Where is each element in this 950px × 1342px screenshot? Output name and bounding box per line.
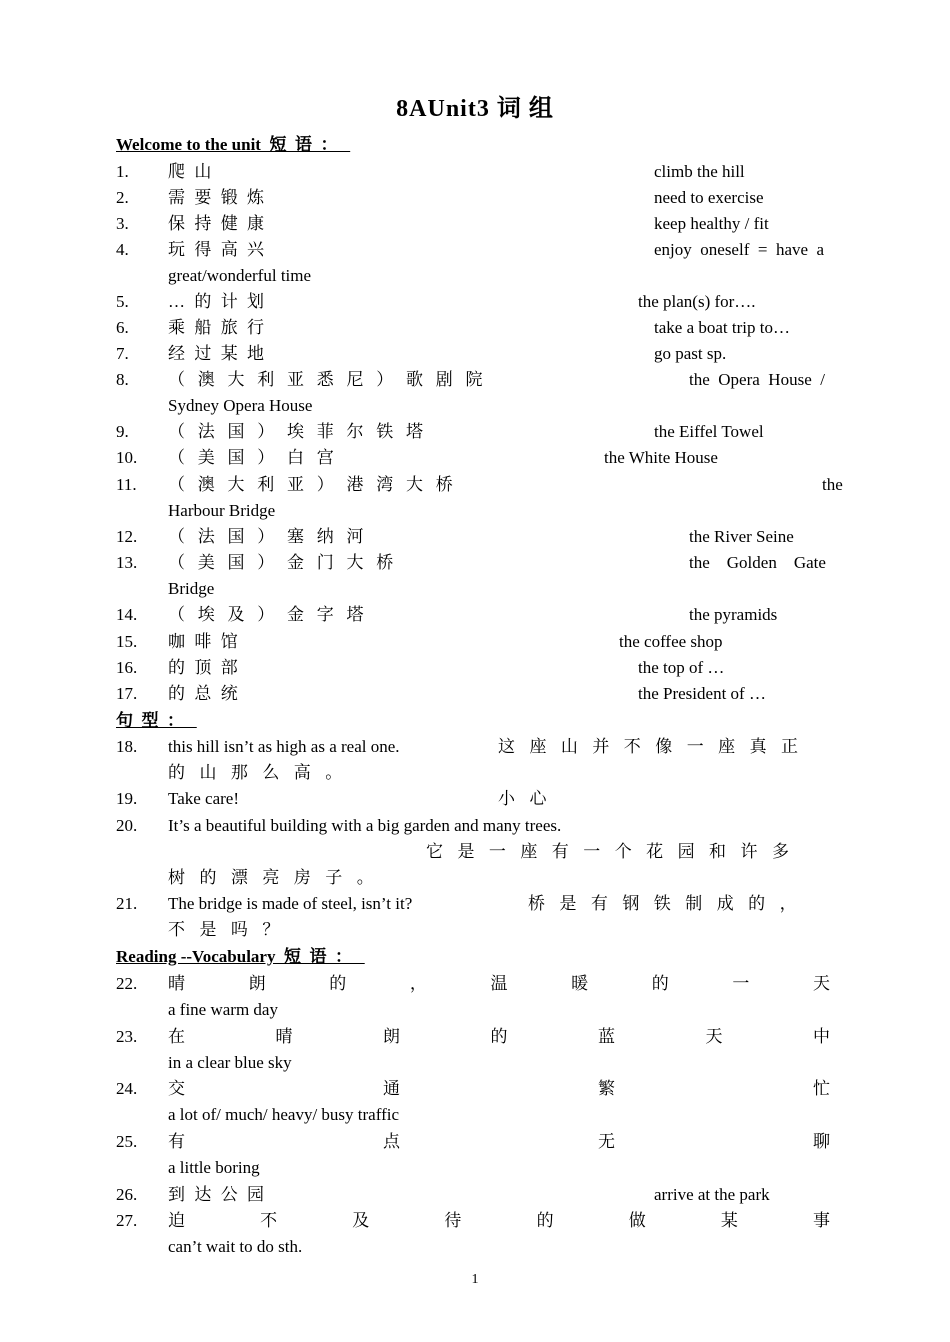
chinese-character: 朗 xyxy=(383,1027,400,1046)
chinese-phrase: （埃及）金字塔 xyxy=(168,605,377,624)
phrase-row xyxy=(116,1208,846,1234)
item-number: 11. xyxy=(116,475,137,494)
item-number: 10. xyxy=(116,448,138,467)
phrase-continuation xyxy=(116,997,846,1023)
chinese-phrase: 保持健康 xyxy=(168,214,274,233)
item-number: 9. xyxy=(116,422,129,441)
chinese-character: 的 xyxy=(536,1211,554,1230)
chinese-character: 聊 xyxy=(813,1132,830,1151)
english-phrase: need to exercise xyxy=(654,188,764,207)
phrase-row xyxy=(116,1182,846,1208)
page-number: 1 xyxy=(471,1272,479,1287)
chinese-phrase xyxy=(168,1208,830,1234)
phrase-row xyxy=(116,629,846,655)
english-phrase: in a clear blue sky xyxy=(168,1053,292,1072)
phrase-row xyxy=(116,550,846,576)
chinese-phrase: 经过某地 xyxy=(168,344,274,363)
english-phrase: keep healthy / fit xyxy=(654,214,769,233)
english-phrase-continued: Harbour Bridge xyxy=(168,501,276,520)
item-number: 16. xyxy=(116,658,138,677)
item-number: 21. xyxy=(116,894,138,913)
chinese-character: 中 xyxy=(813,1027,830,1046)
chinese-character: 朗 xyxy=(248,974,266,993)
item-number: 23. xyxy=(116,1027,138,1046)
item-number: 18. xyxy=(116,737,138,756)
section-heading-welcome: Welcome to the unit 短 语 ： xyxy=(116,135,351,154)
item-number: 13. xyxy=(116,553,138,572)
english-sentence: this hill isn’t as high as a real one. xyxy=(168,737,400,756)
chinese-phrase xyxy=(168,1024,830,1050)
phrase-row xyxy=(116,237,846,263)
chinese-translation: 这座山并不像一座真正 xyxy=(498,737,813,756)
chinese-character: 通 xyxy=(383,1079,400,1098)
chinese-character: 有 xyxy=(168,1132,185,1151)
phrase-row xyxy=(116,367,846,393)
chinese-translation: 它是一座有一个花园和许多 xyxy=(426,842,804,861)
chinese-translation: 桥是有钢铁制成的， xyxy=(528,894,812,913)
chinese-translation: 小心 xyxy=(498,789,561,808)
english-phrase: climb the hill xyxy=(654,162,745,181)
chinese-character: 事 xyxy=(812,1211,830,1230)
chinese-character: 天 xyxy=(813,974,830,993)
chinese-character: 晴 xyxy=(168,974,185,993)
item-number: 24. xyxy=(116,1079,138,1098)
chinese-character: 晴 xyxy=(275,1027,293,1046)
phrase-row xyxy=(116,159,846,185)
phrase-row xyxy=(116,602,846,628)
english-phrase: the Golden Gate xyxy=(689,553,826,572)
chinese-phrase: 需要锻炼 xyxy=(168,188,274,207)
item-number: 22. xyxy=(116,974,138,993)
english-phrase: the President of … xyxy=(638,684,766,703)
phrase-row xyxy=(116,185,846,211)
section-heading-reading: Reading --Vocabulary 短 语 ： xyxy=(116,947,365,966)
chinese-phrase: …的计划 xyxy=(168,292,274,311)
item-number: 25. xyxy=(116,1132,138,1151)
english-phrase: the coffee shop xyxy=(619,632,723,651)
phrase-continuation xyxy=(116,576,846,602)
chinese-translation-continued: 的山那么高。 xyxy=(168,763,357,782)
chinese-phrase: 咖啡馆 xyxy=(168,632,248,651)
english-phrase: the White House xyxy=(604,448,718,467)
item-number: 15. xyxy=(116,632,138,651)
phrase-row xyxy=(116,681,846,707)
chinese-phrase: 玩得高兴 xyxy=(168,240,274,259)
english-phrase: go past sp. xyxy=(654,344,727,363)
chinese-character: 忙 xyxy=(813,1079,830,1098)
chinese-phrase: 的总统 xyxy=(168,684,248,703)
phrase-row xyxy=(116,971,846,997)
phrase-continuation xyxy=(116,263,846,289)
english-phrase: the Eiffel Towel xyxy=(654,422,764,441)
phrase-row xyxy=(116,472,846,498)
phrase-row xyxy=(116,445,846,471)
item-number: 4. xyxy=(116,240,129,259)
chinese-character: 在 xyxy=(168,1027,185,1046)
chinese-phrase: （澳大利亚）港湾大桥 xyxy=(168,475,466,494)
chinese-character: 及 xyxy=(352,1211,370,1230)
chinese-character: 繁 xyxy=(598,1079,615,1098)
chinese-character: ， xyxy=(409,974,427,993)
english-phrase: the Opera House / xyxy=(689,370,825,389)
phrase-row xyxy=(116,1129,846,1155)
phrase-continuation xyxy=(116,1050,846,1076)
chinese-phrase: （美国）金门大桥 xyxy=(168,553,406,572)
chinese-character: 一 xyxy=(732,974,750,993)
phrase-row xyxy=(116,1024,846,1050)
chinese-translation-continued: 不是吗？ xyxy=(168,920,294,939)
item-number: 3. xyxy=(116,214,129,233)
item-number: 5. xyxy=(116,292,129,311)
section-heading-sentences: 句 型 ： xyxy=(116,711,197,730)
english-phrase: the pyramids xyxy=(689,605,778,624)
item-number: 17. xyxy=(116,684,138,703)
sentence-row xyxy=(116,786,846,812)
item-number: 12. xyxy=(116,527,138,546)
phrase-continuation xyxy=(116,1102,846,1128)
item-number: 1. xyxy=(116,162,129,181)
item-number: 26. xyxy=(116,1185,138,1204)
chinese-character: 无 xyxy=(598,1132,615,1151)
english-phrase: enjoy oneself = have a xyxy=(654,240,825,259)
item-number: 19. xyxy=(116,789,138,808)
chinese-character: 的 xyxy=(651,974,669,993)
chinese-phrase: 爬山 xyxy=(168,162,221,181)
phrase-row xyxy=(116,524,846,550)
chinese-character: 某 xyxy=(720,1211,738,1230)
phrase-continuation xyxy=(116,498,846,524)
page-title: 8AUnit3 词 组 xyxy=(396,96,554,122)
chinese-character: 天 xyxy=(705,1027,723,1046)
chinese-phrase: （法国）塞纳河 xyxy=(168,527,377,546)
chinese-character: 的 xyxy=(329,974,347,993)
sentence-row xyxy=(116,813,846,839)
item-number: 8. xyxy=(116,370,129,389)
phrase-row xyxy=(116,315,846,341)
chinese-phrase xyxy=(168,971,830,997)
sentence-continuation xyxy=(116,865,846,891)
english-phrase-continued: Sydney Opera House xyxy=(168,396,313,415)
english-phrase: a fine warm day xyxy=(168,1000,278,1019)
english-sentence: Take care! xyxy=(168,789,239,808)
chinese-phrase xyxy=(168,1129,830,1155)
chinese-phrase: 到达公园 xyxy=(168,1185,274,1204)
english-phrase: the top of … xyxy=(638,658,725,677)
english-phrase-continued: Bridge xyxy=(168,579,215,598)
english-phrase: a lot of/ much/ heavy/ busy traffic xyxy=(168,1105,400,1124)
phrase-continuation xyxy=(116,1155,846,1181)
phrase-continuation xyxy=(116,393,846,419)
chinese-character: 做 xyxy=(628,1211,646,1230)
chinese-character: 温 xyxy=(490,974,508,993)
english-phrase: the xyxy=(822,475,843,494)
english-sentence: It’s a beautiful building with a big garden and many trees. xyxy=(168,816,562,835)
sentence-continuation xyxy=(116,839,846,865)
item-number: 27. xyxy=(116,1211,138,1230)
chinese-phrase: （澳大利亚悉尼）歌剧院 xyxy=(168,370,496,389)
chinese-character: 蓝 xyxy=(598,1027,615,1046)
sentence-continuation xyxy=(116,760,846,786)
english-sentence: The bridge is made of steel, isn’t it? xyxy=(168,894,413,913)
chinese-character: 暖 xyxy=(571,974,589,993)
item-number: 6. xyxy=(116,318,129,337)
english-phrase-continued: great/wonderful time xyxy=(168,266,312,285)
chinese-character: 的 xyxy=(490,1027,508,1046)
phrase-row xyxy=(116,655,846,681)
sentence-continuation xyxy=(116,917,846,943)
chinese-phrase: （美国）白宫 xyxy=(168,448,347,467)
item-number: 7. xyxy=(116,344,129,363)
english-phrase: a little boring xyxy=(168,1158,260,1177)
item-number: 14. xyxy=(116,605,138,624)
chinese-character: 点 xyxy=(383,1132,400,1151)
english-phrase: arrive at the park xyxy=(654,1185,770,1204)
item-number: 2. xyxy=(116,188,129,207)
phrase-row xyxy=(116,1076,846,1102)
english-phrase: can’t wait to do sth. xyxy=(168,1237,303,1256)
chinese-phrase: 的顶部 xyxy=(168,658,248,677)
chinese-translation-continued: 树的漂亮房子。 xyxy=(168,868,389,887)
chinese-character: 迫 xyxy=(168,1211,185,1230)
phrase-continuation xyxy=(116,1234,846,1260)
phrase-row xyxy=(116,289,846,315)
sentence-row xyxy=(116,734,846,760)
chinese-phrase: 乘船旅行 xyxy=(168,318,274,337)
english-phrase: the River Seine xyxy=(689,527,794,546)
english-phrase: the plan(s) for…. xyxy=(638,292,756,311)
phrase-row xyxy=(116,341,846,367)
item-number: 20. xyxy=(116,816,138,835)
chinese-character: 不 xyxy=(260,1211,278,1230)
phrase-row xyxy=(116,211,846,237)
chinese-phrase xyxy=(168,1076,830,1102)
sentence-row xyxy=(116,891,846,917)
english-phrase: take a boat trip to… xyxy=(654,318,790,337)
chinese-character: 待 xyxy=(444,1211,462,1230)
chinese-character: 交 xyxy=(168,1079,185,1098)
chinese-phrase: （法国）埃菲尔铁塔 xyxy=(168,422,436,441)
phrase-row xyxy=(116,419,846,445)
